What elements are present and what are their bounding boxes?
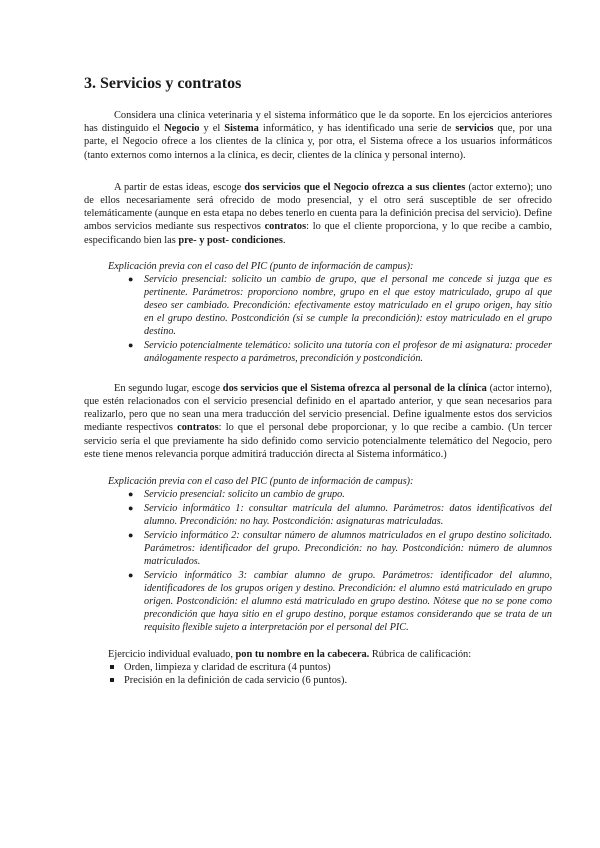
text-run: (actor interno), que estén relacionados con el servicio presencial definido en el apartado anterior, y que sean necesarios para realizarlo, pero que no sean una mera traducción del servicio presencial. Define igualmente estos dos servicios mediante respectivos	[84, 382, 552, 434]
rubric-list	[84, 661, 552, 687]
bold-contratos: contratos	[177, 422, 219, 434]
rubric-item-text: Precisión en la definición de cada servicio (6 puntos).	[124, 675, 348, 687]
paragraph-business-services	[84, 181, 552, 247]
text-run: : lo que el cliente proporciona, y lo que recibe a cambio, especificando bien las	[84, 221, 552, 246]
list-item	[128, 569, 552, 634]
text-run: (actor externo); uno de ellos necesariamente será ofrecido de modo presencial, y el otro será susceptible de ser ofrecido telemáticamente (aunque en esta etapa no debes tenerlo en cuenta para la definición precisa del servicio). Define ambos servicios mediante sus respectivos	[84, 181, 552, 233]
list-item	[128, 502, 552, 528]
rubric-item	[108, 661, 552, 674]
square-bullet-icon	[110, 665, 114, 669]
list-item	[128, 488, 552, 501]
text-run: Rúbrica de calificación:	[369, 649, 472, 661]
list-item-text: Servicio informático 3: cambiar alumno de grupo. Parámetros: identificador del alumno, identificadores de los grupos origen y destino. Precondición: el alumno está matriculado en grupo origen. Postcondición: el alumno está matriculado en grupo destino. Nótese que no se pone como precondición que haya sitio en el grupo destino, porque estamos considerando que se trata de un requisito flexible sujeto a interpretación por el personal del PIC.	[144, 570, 552, 634]
document-page	[84, 74, 552, 687]
text-run: Ejercicio individual evaluado,	[108, 649, 236, 661]
text-run: A partir de estas ideas, escoge	[114, 181, 245, 193]
explanation-list-1	[84, 273, 552, 365]
bold-contratos: contratos	[264, 221, 307, 233]
bullet-icon: ●	[128, 273, 134, 284]
explanation-list-2	[84, 488, 552, 634]
bullet-icon: ●	[128, 489, 134, 500]
square-bullet-icon	[110, 678, 114, 682]
bold-sistema: Sistema	[224, 123, 259, 135]
bold-servicios: servicios	[455, 123, 494, 135]
bold-business-services: dos servicios que el Negocio ofrezca a sus clientes	[244, 181, 466, 193]
text-run: : lo que el personal debe proporcionar, y lo que recibe a cambio. (Un tercer servicio sería el que previamente ha sido definido como servicio potencialmente telemático del Negocio, pero este tiene menos relevancia porque admitirá traducción directa al Sistema informático.)	[84, 422, 552, 460]
list-item	[128, 273, 552, 338]
bold-negocio: Negocio	[164, 123, 200, 135]
list-item-text: Servicio informático 2: consultar número de alumnos matriculados en el grupo destino solicitado. Parámetros: identificador del grupo. Precondición: no hay. Postcondición: número de alumnos matriculados.	[144, 530, 552, 568]
section-title: 3. Servicios y contratos	[84, 75, 242, 92]
rubric-intro	[84, 648, 552, 661]
bullet-icon: ●	[128, 530, 134, 541]
paragraph-system-services	[84, 382, 552, 461]
bullet-icon: ●	[128, 570, 134, 581]
list-item-text: Servicio informático 1: consultar matrícula del alumno. Parámetros: datos identificativos del alumno. Precondición: no hay. Postcondición: asignaturas matriculadas.	[144, 503, 552, 528]
explanation-intro-1: Explicación previa con el caso del PIC (punto de información de campus):	[108, 260, 414, 272]
paragraph-context	[84, 109, 552, 162]
bold-system-services: dos servicios que el Sistema ofrezca al personal de la clínica	[222, 382, 487, 394]
list-item-text: Servicio presencial: solicito un cambio de grupo.	[144, 489, 345, 501]
explanation-intro-2: Explicación previa con el caso del PIC (punto de información de campus):	[108, 476, 414, 488]
rubric-item	[108, 674, 552, 687]
list-item-text: Servicio potencialmente telemático: solicito una tutoría con el profesor de mi asignatura: proceder análogamente respecto a parámetros, precondición y postcondición.	[144, 339, 552, 364]
bold-name-instruction: pon tu nombre en la cabecera.	[235, 649, 370, 661]
text-run: y el	[199, 123, 225, 135]
bullet-icon: ●	[128, 503, 134, 514]
text-run: En segundo lugar, escoge	[114, 382, 223, 394]
list-item	[128, 339, 552, 365]
list-item-text: Servicio presencial: solicito un cambio de grupo, que el personal me concede si juzga que es pertinente. Parámetros: proporciono nombre, grupo en el que estoy matriculado, grupo al que deseo ser cambiado. Precondición: efectivamente estoy matriculado en el grupo origen, hay sitio en el grupo destino. Postcondición (si se cumple la precondición): estoy matriculado en el grupo destino.	[144, 273, 552, 337]
rubric-item-text: Orden, limpieza y claridad de escritura (4 puntos)	[124, 662, 331, 674]
text-run: .	[282, 234, 286, 246]
list-item	[128, 529, 552, 568]
text-run: informático, y has identificado una serie de	[258, 123, 456, 135]
text-run: que, por una parte, el Negocio ofrece a los clientes de la clínica y, por otra, el Sistema ofrece a los usuarios informáticos (tanto externos como internos a la clínica, es decir, clientes de la clínica y personal interno).	[84, 123, 553, 161]
bold-conditions: pre- y post- condiciones	[178, 234, 283, 246]
bullet-icon: ●	[128, 339, 134, 350]
text-run: Considera una clínica veterinaria y el sistema informático que le da soporte. En los ejercicios anteriores has distinguido el	[84, 110, 552, 135]
